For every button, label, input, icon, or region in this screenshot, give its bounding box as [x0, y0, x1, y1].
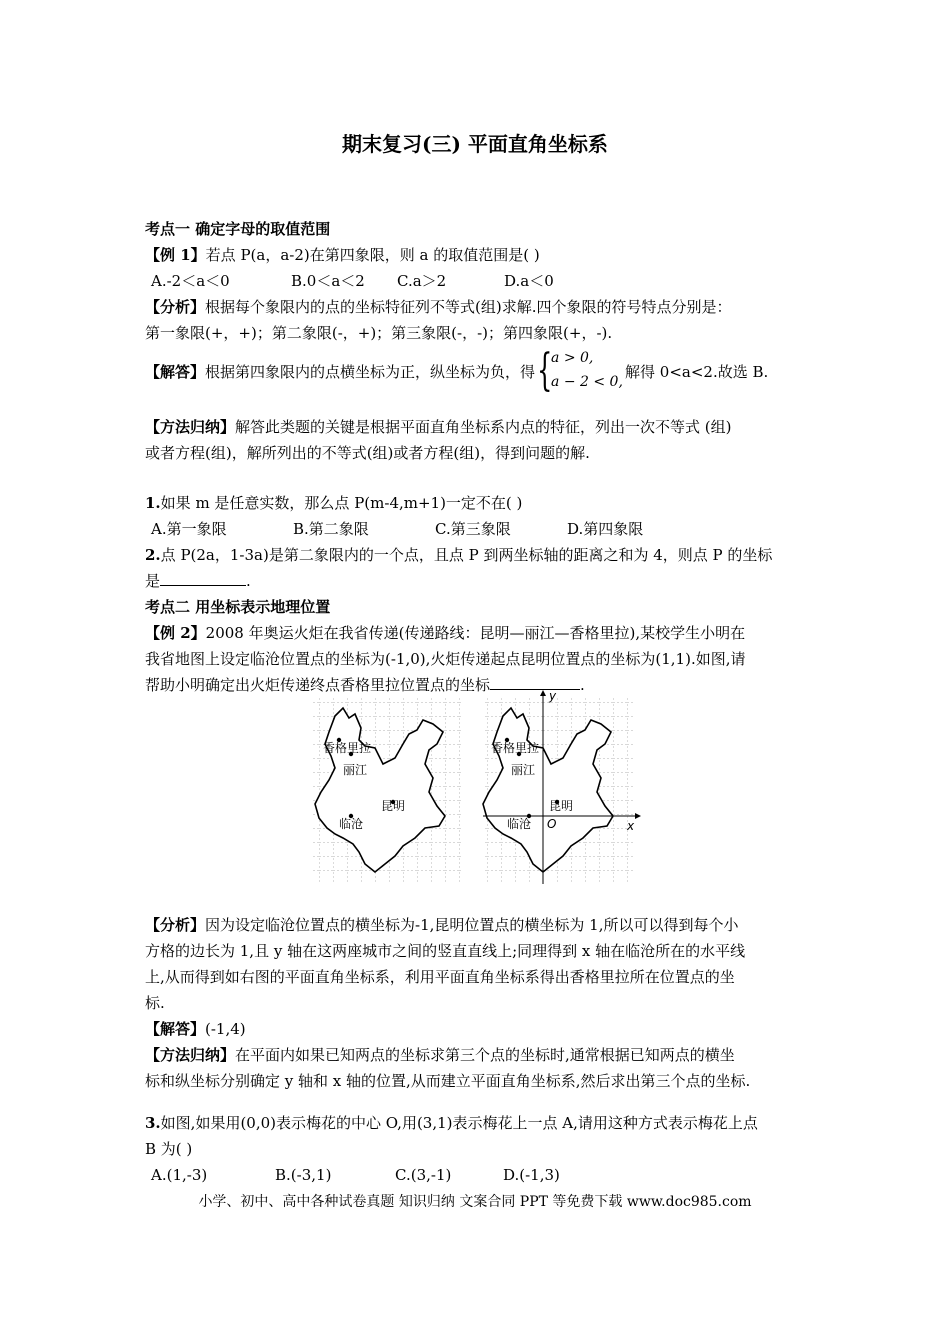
- method-line2: 标和纵坐标分别确定 y 轴和 x 轴的位置,从而建立平面直角坐标系,然后求出第三个点的坐标.: [145, 1072, 751, 1090]
- page-footer: 小学、初中、高中各种试卷真题 知识归纳 文案合同 PPT 等免费下载 www.doc985.com: [198, 1194, 752, 1210]
- yunnan-maps-figure: [305, 688, 650, 888]
- inequality-2: a − 2 < 0,: [551, 374, 623, 390]
- example2-answer: [145, 1016, 809, 1042]
- method-line2: 或者方程(组)，解所列出的不等式(组)或者方程(组)，得到问题的解.: [145, 444, 590, 462]
- method-tag: 【方法归纳】: [145, 1046, 236, 1064]
- example1-analysis: [145, 294, 809, 320]
- analysis-tag: 【分析】: [145, 916, 206, 934]
- inequality-1: a > 0,: [551, 350, 594, 366]
- lincang-label: 临沧: [507, 817, 532, 831]
- kunming-label: 昆明: [381, 799, 406, 813]
- example2-line3-text: 帮助小明确定出火炬传递终点香格里拉位置点的坐标: [145, 676, 491, 694]
- question-1: [145, 490, 809, 516]
- question-1-options: [145, 516, 809, 542]
- method-line1: 解答此类题的关键是根据平面直角坐标系内点的特征，列出一次不等式 (组): [235, 418, 732, 436]
- analysis-tag: 【分析】: [145, 298, 206, 316]
- question-1-number: 1.: [145, 494, 161, 512]
- kp2-heading: 考点二 用坐标表示地理位置: [145, 598, 331, 616]
- y-axis-label: y: [549, 689, 557, 703]
- shangri-la-label: 香格里拉: [491, 741, 540, 755]
- option-b: B.(-3,1): [275, 1166, 332, 1184]
- analysis-line2: 方格的边长为 1,且 y 轴在这两座城市之间的竖直直线上;同理得到 x 轴在临沧所在的水平线: [145, 942, 746, 960]
- answer-tag: 【解答】: [145, 1020, 206, 1038]
- question-2: [145, 542, 809, 568]
- inequality-system: [537, 345, 623, 397]
- x-axis-arrow: [635, 813, 641, 819]
- brace-symbol: {: [537, 345, 553, 396]
- origin-label: O: [547, 817, 557, 831]
- question-3-number: 3.: [145, 1114, 161, 1132]
- analysis-line3: 上,从而得到如右图的平面直角坐标系，利用平面直角坐标系得出香格里拉所在位置点的坐: [145, 968, 735, 986]
- question-3-line1: 如图,如果用(0,0)表示梅花的中心 O,用(3,1)表示梅花上一点 A,请用这种方式表示梅花上点: [160, 1114, 758, 1132]
- method-tag: 【方法归纳】: [145, 418, 236, 436]
- option-c: C.a＞2: [397, 272, 447, 290]
- shangri-la-label: 香格里拉: [323, 741, 372, 755]
- question-2-suffix: .: [246, 572, 251, 590]
- option-d: D.(-1,3): [503, 1166, 560, 1184]
- analysis-line4: 标.: [145, 994, 165, 1012]
- example1-tag: 【例 1】: [145, 246, 206, 264]
- example1-text: 若点 P(a，a-2)在第四象限，则 a 的取值范围是( ): [205, 246, 540, 264]
- example2-line3-end: .: [580, 676, 585, 694]
- answer-pre: 根据第四象限内的点横坐标为正，纵坐标为负，得: [205, 363, 536, 381]
- example2-method: [145, 1042, 809, 1068]
- x-axis-label: x: [627, 819, 635, 833]
- practice-questions: [145, 490, 809, 698]
- question-3: [145, 1110, 809, 1136]
- y-axis-arrow: [540, 690, 546, 696]
- answer-post: 解得 0<a<2.故选 B.: [625, 363, 769, 381]
- analysis-line2: 第一象限(+，+)；第二象限(-，+)；第三象限(-，-)；第四象限(+，-).: [145, 324, 613, 342]
- option-b: B.第二象限: [293, 520, 369, 538]
- option-d: D.a＜0: [504, 272, 554, 290]
- example1-question: [145, 242, 809, 268]
- option-a: A.-2＜a＜0: [151, 272, 230, 290]
- example2-line1: [145, 620, 809, 646]
- answer-tag: 【解答】: [145, 363, 206, 381]
- question-2-prefix: 是: [145, 572, 161, 590]
- answer-text: (-1,4): [205, 1020, 246, 1038]
- example1-method: [145, 414, 809, 466]
- kp1-heading: 考点一 确定字母的取值范围: [145, 220, 331, 238]
- question-3-line2: B 为( ): [145, 1140, 193, 1158]
- question-2-number: 2.: [145, 546, 161, 564]
- kunming-label: 昆明: [549, 799, 574, 813]
- question-1-text: 如果 m 是任意实数，那么点 P(m-4,m+1)一定不在( ): [160, 494, 523, 512]
- question-2-line2: [145, 568, 809, 594]
- example2-solution: [145, 912, 809, 1094]
- left-map: [311, 698, 461, 883]
- example2-tag: 【例 2】: [145, 624, 206, 642]
- option-c: C.(3,-1): [395, 1166, 452, 1184]
- example2-analysis: [145, 912, 809, 938]
- lincang-label: 临沧: [339, 817, 364, 831]
- method-line1: 在平面内如果已知两点的坐标求第三个点的坐标时,通常根据已知两点的横坐: [235, 1046, 735, 1064]
- option-d: D.第四象限: [567, 520, 644, 538]
- analysis-line1: 因为设定临沧位置点的横坐标为-1,昆明位置点的横坐标为 1,所以可以得到每个小: [205, 916, 739, 934]
- option-a: A.第一象限: [151, 520, 227, 538]
- option-a: A.(1,-3): [151, 1166, 208, 1184]
- example2-line2: 我省地图上设定临沧位置点的坐标为(-1,0),火炬传递起点昆明位置点的坐标为(1,1).如图,请: [145, 650, 746, 668]
- lijiang-label: 丽江: [343, 763, 368, 777]
- analysis-line1: 根据每个象限内的点的坐标特征列不等式(组)求解.四个象限的符号特点分别是：: [205, 298, 732, 316]
- right-map: [483, 689, 641, 884]
- example1-answer: [145, 345, 809, 397]
- answer-blank[interactable]: [160, 571, 246, 586]
- question-3-options: [145, 1162, 809, 1188]
- lijiang-label: 丽江: [511, 763, 536, 777]
- kp1-section: [145, 216, 809, 346]
- example1-options: [145, 268, 809, 294]
- page-title: 期末复习(三) 平面直角坐标系: [342, 132, 608, 156]
- option-c: C.第三象限: [435, 520, 511, 538]
- option-b: B.0＜a＜2: [291, 272, 365, 290]
- example2-text: 2008 年奥运火炬在我省传递(传递路线：昆明—丽江—香格里拉),某校学生小明在: [205, 624, 746, 642]
- question-2-line1: 点 P(2a，1-3a)是第二象限内的一个点，且点 P 到两坐标轴的距离之和为 4，则点 P 的坐标: [160, 546, 773, 564]
- question-3-block: [145, 1110, 809, 1188]
